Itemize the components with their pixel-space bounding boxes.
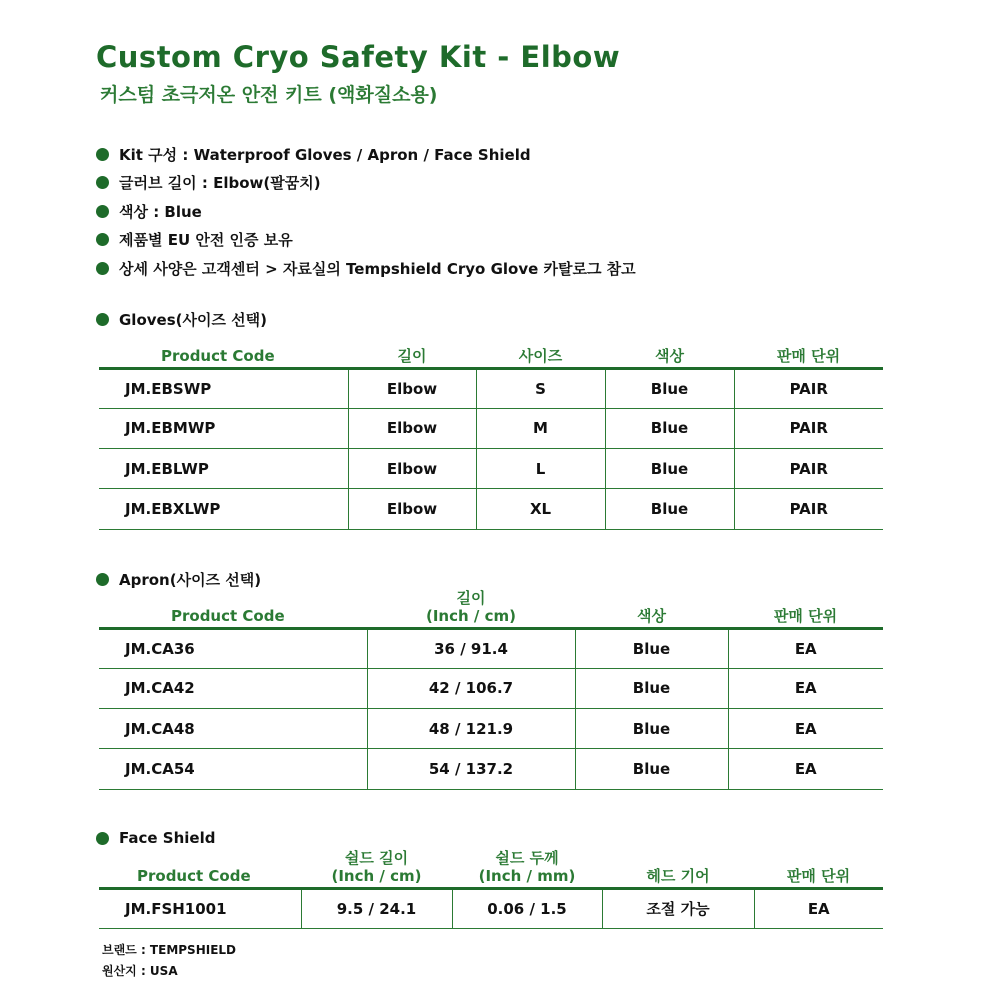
- col-product-code: Product Code: [99, 846, 301, 888]
- cell-color: Blue: [575, 709, 728, 749]
- cell-length: Elbow: [348, 449, 476, 489]
- apron-header-row: [99, 586, 883, 628]
- gloves-heading: Gloves(사이즈 선택): [96, 309, 267, 330]
- cell-product-code: JM.EBXLWP: [99, 489, 348, 529]
- table-row: [99, 628, 883, 668]
- cell-product-code: JM.CA36: [99, 628, 367, 668]
- bullet-kit-composition: Kit 구성 : Waterproof Gloves / Apron / Face Shield: [96, 140, 636, 169]
- table-row: [99, 449, 883, 489]
- cell-color: Blue: [605, 368, 734, 408]
- apron-heading: Apron(사이즈 선택): [96, 569, 261, 590]
- col-shield-thickness: 쉴드 두께 (Inch / mm): [452, 846, 602, 888]
- cell-size: M: [476, 408, 605, 448]
- bullet-color: 색상 : Blue: [96, 197, 636, 226]
- apron-table: [99, 586, 883, 790]
- col-product-code: Product Code: [99, 334, 348, 368]
- col-shield-length: 쉴드 길이 (Inch / cm): [301, 846, 452, 888]
- spec-bullet-list: [96, 140, 636, 283]
- col-length: 길이 (Inch / cm): [367, 586, 575, 628]
- col-unit: 판매 단위: [754, 846, 883, 888]
- face-shield-header-row: [99, 846, 883, 888]
- cell-product-code: JM.CA54: [99, 749, 367, 789]
- bullet-dot-icon: [96, 233, 109, 246]
- cell-color: Blue: [575, 628, 728, 668]
- cell-unit: PAIR: [734, 408, 883, 448]
- table-row: [99, 368, 883, 408]
- cell-color: Blue: [575, 749, 728, 789]
- cell-size: S: [476, 368, 605, 408]
- cell-length: Elbow: [348, 489, 476, 529]
- bullet-glove-length: 글러브 길이 : Elbow(팔꿈치): [96, 169, 636, 198]
- cell-product-code: JM.EBMWP: [99, 408, 348, 448]
- brand-label: 브랜드 : TEMPSHIELD: [102, 943, 237, 957]
- col-unit: 판매 단위: [728, 586, 883, 628]
- bullet-dot-icon: [96, 262, 109, 275]
- cell-color: Blue: [605, 489, 734, 529]
- bullet-dot-icon: [96, 573, 109, 586]
- cell-size: L: [476, 449, 605, 489]
- cell-length: Elbow: [348, 408, 476, 448]
- face-shield-table: [99, 846, 883, 929]
- table-row: [99, 408, 883, 448]
- cell-length: 54 / 137.2: [367, 749, 575, 789]
- col-length: 길이: [348, 334, 476, 368]
- bullet-dot-icon: [96, 205, 109, 218]
- col-unit: 판매 단위: [734, 334, 883, 368]
- cell-product-code: JM.EBLWP: [99, 449, 348, 489]
- table-row: [99, 888, 883, 928]
- face-shield-heading: Face Shield: [96, 829, 215, 847]
- cell-color: Blue: [605, 449, 734, 489]
- table-row: [99, 489, 883, 529]
- cell-headgear: 조절 가능: [602, 888, 754, 928]
- cell-shield-thickness: 0.06 / 1.5: [452, 888, 602, 928]
- gloves-table: [99, 334, 883, 530]
- bullet-dot-icon: [96, 176, 109, 189]
- cell-length: 42 / 106.7: [367, 668, 575, 708]
- cell-color: Blue: [575, 668, 728, 708]
- cell-length: 36 / 91.4: [367, 628, 575, 668]
- cell-unit: EA: [728, 668, 883, 708]
- cell-product-code: JM.CA42: [99, 668, 367, 708]
- cell-product-code: JM.FSH1001: [99, 888, 301, 928]
- cell-unit: EA: [728, 749, 883, 789]
- col-product-code: Product Code: [99, 586, 367, 628]
- bullet-dot-icon: [96, 148, 109, 161]
- cell-size: XL: [476, 489, 605, 529]
- bullet-dot-icon: [96, 313, 109, 326]
- page-title: Custom Cryo Safety Kit - Elbow: [96, 40, 621, 74]
- cell-unit: EA: [728, 709, 883, 749]
- cell-length: 48 / 121.9: [367, 709, 575, 749]
- cell-length: Elbow: [348, 368, 476, 408]
- cell-color: Blue: [605, 408, 734, 448]
- col-color: 색상: [605, 334, 734, 368]
- cell-unit: PAIR: [734, 449, 883, 489]
- cell-shield-length: 9.5 / 24.1: [301, 888, 452, 928]
- table-row: [99, 709, 883, 749]
- gloves-header-row: [99, 334, 883, 368]
- table-row: [99, 668, 883, 708]
- cell-unit: EA: [728, 628, 883, 668]
- bullet-details: 상세 사양은 고객센터 > 자료실의 Tempshield Cryo Glove 카탈로그 참고: [96, 254, 636, 283]
- cell-unit: PAIR: [734, 368, 883, 408]
- cell-product-code: JM.CA48: [99, 709, 367, 749]
- origin-label: 원산지 : USA: [102, 964, 178, 978]
- bullet-certification: 제품별 EU 안전 인증 보유: [96, 226, 636, 255]
- page-subtitle: 커스텀 초극저온 안전 키트 (액화질소용): [100, 84, 438, 106]
- cell-product-code: JM.EBSWP: [99, 368, 348, 408]
- bullet-dot-icon: [96, 832, 109, 845]
- col-color: 색상: [575, 586, 728, 628]
- col-headgear: 헤드 기어: [602, 846, 754, 888]
- table-row: [99, 749, 883, 789]
- cell-unit: EA: [754, 888, 883, 928]
- cell-unit: PAIR: [734, 489, 883, 529]
- col-size: 사이즈: [476, 334, 605, 368]
